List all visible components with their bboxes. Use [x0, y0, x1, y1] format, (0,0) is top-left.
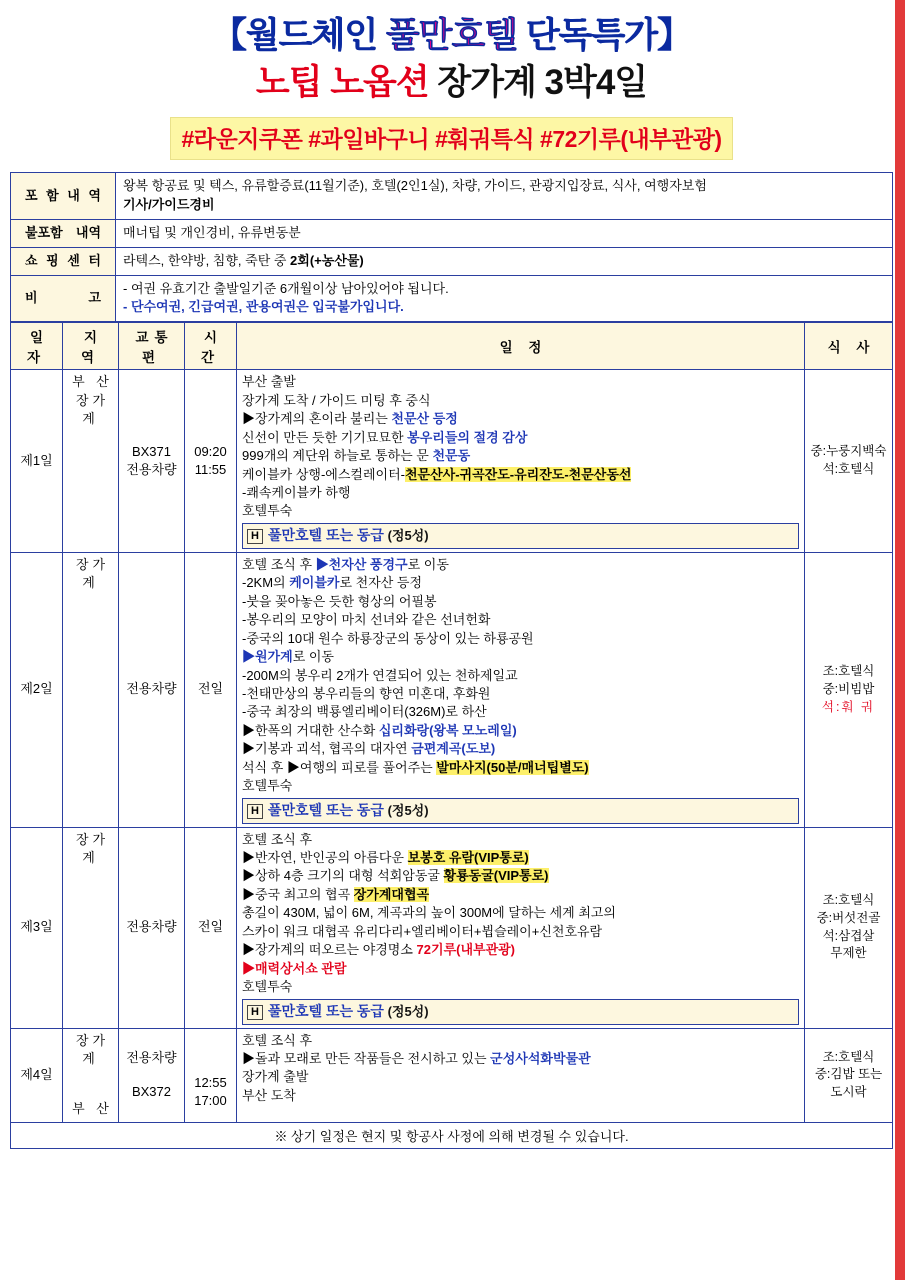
line-highlight: 발마사지(50분/매너팁별도)	[436, 759, 589, 775]
schedule-line	[242, 759, 799, 777]
table-row	[11, 370, 893, 553]
line-prefix: ▶한폭의 거대한 산수화	[242, 722, 379, 738]
title-destination: 장가계 3박4일	[428, 62, 648, 102]
info-value	[116, 275, 893, 322]
schedule-line	[242, 1050, 799, 1068]
hotel-grade: (정5성)	[387, 1003, 429, 1019]
schedule-line: -중국 최장의 백룡엘리베이터(326M)로 하산	[242, 704, 487, 720]
schedule-line: 호텔 조식 후	[242, 831, 313, 847]
info-value: 매너팁 및 개인경비, 유류변동분	[116, 219, 893, 247]
info-label: 불포함 내역	[11, 219, 116, 247]
line-prefix: ▶장가계의 떠오르는 야경명소	[242, 942, 417, 958]
line-highlight: 천문산사-귀곡잔도-유리잔도-천문산동선	[404, 466, 632, 482]
hashtag-banner: #라운지쿠폰 #과일바구니 #훠궈특식 #72기루(내부관광)	[170, 117, 732, 160]
meal-item: 석:호텔식	[822, 462, 875, 477]
page-title-line1	[10, 14, 893, 58]
line-emphasis: 케이블카	[289, 575, 340, 591]
time-cell	[185, 370, 237, 553]
info-bold: - 단수여권, 긴급여권, 관용여권은 입국불가입니다.	[123, 299, 404, 315]
table-row	[11, 275, 893, 322]
page-title-line2	[10, 60, 893, 106]
meal-item: 도시락	[830, 1085, 867, 1100]
title-notip: 노팁 노옵션	[255, 62, 429, 102]
footnote: ※ 상기 일정은 현지 및 항공사 사정에 의해 변경될 수 있습니다.	[10, 1123, 893, 1149]
time-cell	[185, 552, 237, 827]
title-left: 【월드체인	[211, 16, 386, 55]
line-emphasis: 천문동	[432, 448, 471, 464]
area-item: 장가계	[75, 831, 110, 866]
schedule-line: 부산 출발	[242, 374, 296, 390]
hotel-grade: (정5성)	[387, 802, 429, 818]
meal-item: 조:호텔식	[822, 893, 875, 908]
schedule-line	[242, 648, 799, 666]
info-text: 라텍스, 한약방, 침향, 죽탄 중	[123, 252, 291, 268]
transport-item: 전용차량	[126, 681, 177, 697]
area-item: 부 산	[72, 1101, 113, 1117]
transport-item: BX372	[131, 1084, 172, 1100]
line-emphasis: 봉우리들의 절경 감상	[407, 429, 528, 445]
line-emphasis: ▶천자산 풍경구	[315, 556, 408, 572]
transport-cell	[119, 552, 185, 827]
time-cell	[185, 1028, 237, 1122]
day-label: 제3일	[11, 827, 63, 1028]
schedule-line: -쾌속케이블카 하행	[242, 485, 351, 501]
schedule-line: -200M의 봉우리 2개가 연결되어 있는 천하제일교	[242, 667, 518, 683]
schedule-line: 호텔투숙	[242, 778, 293, 794]
day-label: 제2일	[11, 552, 63, 827]
meal-item: 무제한	[830, 946, 867, 961]
info-label: 비 고	[11, 275, 116, 322]
table-row	[11, 552, 893, 827]
line-prefix: 케이블카 상행-에스컬레이터-	[242, 466, 405, 482]
table-row	[11, 219, 893, 247]
schedule-cell	[237, 1028, 805, 1122]
header	[10, 0, 893, 172]
schedule-line	[242, 740, 799, 758]
schedule-line	[242, 410, 799, 428]
area-item: 장가계	[75, 1032, 110, 1066]
schedule-cell	[237, 827, 805, 1028]
line-highlight: 장가계대협곡	[353, 886, 430, 902]
schedule-line	[242, 722, 799, 740]
meal-item: 중:버섯전골	[816, 910, 881, 925]
table-row	[11, 247, 893, 275]
line-prefix: -2KM의	[242, 575, 290, 591]
meal-cell	[805, 552, 893, 827]
schedule-cell	[237, 552, 805, 827]
line-highlight: 보봉호 유람(VIP통로)	[407, 850, 529, 866]
line-emphasis: ▶매력상서쇼 관람	[242, 960, 347, 976]
info-value	[116, 173, 893, 220]
line-prefix: 999개의 계단위 하늘로 통하는 문	[242, 448, 433, 464]
info-text: - 여권 유효기간 출발일기준 6개월이상 남아있어야 됩니다.	[123, 280, 449, 296]
hotel-row	[242, 523, 799, 549]
meal-cell	[805, 1028, 893, 1122]
time-item: 17:00	[194, 1093, 227, 1109]
line-emphasis: 십리화랑(왕복 모노레일)	[378, 722, 517, 738]
area-cell	[63, 552, 119, 827]
line-emphasis: 금편계곡(도보)	[411, 741, 496, 757]
day-label: 제1일	[11, 370, 63, 553]
line-prefix: 호텔 조식 후	[242, 556, 316, 572]
schedule-line	[242, 447, 799, 465]
transport-item: 전용차량	[126, 919, 177, 935]
title-right: 단독특가】	[517, 16, 692, 55]
line-emphasis: 72기루(내부관광)	[416, 942, 516, 958]
hotel-row	[242, 999, 799, 1025]
info-label: 포 함 내 역	[11, 173, 116, 220]
line-tail: 로 이동	[292, 649, 334, 665]
schedule-line	[242, 429, 799, 447]
transport-cell	[119, 827, 185, 1028]
transport-item: 전용차량	[126, 1049, 177, 1065]
line-tail: 로 이동	[407, 556, 449, 572]
time-cell	[185, 827, 237, 1028]
transport-cell	[119, 370, 185, 553]
hotel-name: 풀만호텔 또는 동급	[267, 801, 384, 818]
title-hotel: 풀만호텔	[385, 16, 518, 55]
schedule-line: 부산 도착	[242, 1087, 296, 1103]
info-bold: 기사/가이드경비	[123, 197, 215, 213]
line-prefix: ▶상하 4층 크기의 대형 석회암동굴	[242, 868, 444, 884]
transport-item: 전용차량	[126, 462, 177, 478]
line-prefix: 석식 후 ▶여행의 피로를 풀어주는	[242, 759, 437, 775]
schedule-line: 총길이 430M, 넓이 6M, 계곡과의 높이 300M에 달하는 세계 최고의	[242, 905, 616, 921]
line-highlight: 황룡동굴(VIP통로)	[443, 868, 549, 884]
th-time: 시 간	[185, 323, 237, 370]
line-prefix: ▶반자연, 반인공의 아름다운	[242, 850, 408, 866]
hotel-icon: H	[247, 1005, 263, 1020]
line-prefix: ▶장가계의 혼이라 불리는	[242, 411, 392, 427]
schedule-line: 장가계 출발	[242, 1069, 309, 1085]
schedule-line	[242, 960, 799, 978]
meal-item: 조:호텔식	[822, 664, 875, 679]
meal-item: 석:삼겹살	[822, 928, 875, 943]
schedule-line	[242, 941, 799, 959]
th-area: 지 역	[63, 323, 119, 370]
schedule-line: 장가계 도착 / 가이드 미팅 후 중식	[242, 392, 431, 408]
th-meals: 식 사	[805, 323, 893, 370]
th-day: 일 자	[11, 323, 63, 370]
info-bold: 2회(+농산물)	[290, 252, 364, 268]
line-prefix: 신선이 만든 듯한 기기묘묘한	[242, 429, 408, 445]
schedule-line	[242, 886, 799, 904]
info-label: 쇼 핑 센 터	[11, 247, 116, 275]
area-cell	[63, 827, 119, 1028]
day-label: 제4일	[11, 1028, 63, 1122]
line-emphasis: ▶원가계	[242, 649, 293, 665]
info-text: 왕복 항공료 및 텍스, 유류할증료(11월기준), 호텔(2인1실), 차량, 가이드, 관광지입장료, 식사, 여행자보험	[123, 178, 707, 194]
area-cell	[63, 1028, 119, 1122]
line-prefix: ▶돌과 모래로 만든 작품들은 전시하고 있는	[242, 1050, 491, 1066]
transport-cell	[119, 1028, 185, 1122]
info-value	[116, 247, 893, 275]
schedule-line: 호텔 조식 후	[242, 1032, 313, 1048]
meal-item: 조:호텔식	[822, 1049, 875, 1064]
schedule-line	[242, 466, 799, 484]
area-item: 장가계	[75, 392, 110, 427]
transport-item: BX371	[131, 443, 172, 459]
table-row	[11, 173, 893, 220]
time-item: 12:55	[194, 1074, 227, 1090]
schedule-line	[242, 867, 799, 885]
schedule-line: 호텔투숙	[242, 503, 293, 519]
meal-item: 중:누룽지백숙	[810, 444, 887, 459]
th-schedule: 일 정	[237, 323, 805, 370]
line-prefix: ▶중국 최고의 협곡	[242, 886, 354, 902]
line-prefix: ▶기봉과 괴석, 협곡의 대자연	[242, 741, 412, 757]
meal-item-special: 석:훠 궈	[821, 699, 876, 714]
right-red-rail	[895, 0, 905, 1280]
hotel-icon: H	[247, 529, 263, 544]
hotel-row	[242, 798, 799, 824]
schedule-line: -봉우리의 모양이 마치 선녀와 같은 선녀헌화	[242, 612, 491, 628]
table-row	[11, 1028, 893, 1122]
meal-item: 중:김밥 또는	[814, 1067, 883, 1082]
time-item: 11:55	[194, 462, 227, 478]
schedule-cell	[237, 370, 805, 553]
meal-cell	[805, 827, 893, 1028]
hotel-icon: H	[247, 804, 263, 819]
time-item: 09:20	[194, 443, 227, 459]
schedule-line: 스카이 워크 대협곡 유리다리+엘리베이터+뷥슬레이+신천호유람	[242, 923, 603, 939]
line-tail: 로 천자산 등정	[339, 575, 423, 591]
schedule-line: -천태만상의 봉우리들의 향연 미혼대, 후화원	[242, 685, 491, 701]
schedule-line: 호텔투숙	[242, 979, 293, 995]
schedule-line	[242, 556, 799, 574]
hotel-name: 풀만호텔 또는 동급	[267, 1002, 384, 1019]
time-item: 전일	[197, 919, 224, 935]
itinerary-table	[10, 322, 893, 1123]
hotel-grade: (정5성)	[387, 527, 429, 543]
area-cell	[63, 370, 119, 553]
meal-item: 중:비빔밥	[822, 681, 875, 696]
schedule-line	[242, 849, 799, 867]
meal-cell	[805, 370, 893, 553]
hotel-name: 풀만호텔 또는 동급	[267, 526, 384, 543]
schedule-line: -중국의 10대 원수 하룡장군의 동상이 있는 하룡공원	[242, 630, 534, 646]
info-table	[10, 172, 893, 322]
area-item: 장가계	[75, 556, 110, 591]
line-emphasis: 천문산 등정	[391, 411, 458, 427]
table-header-row	[11, 323, 893, 370]
th-transport: 교통편	[119, 323, 185, 370]
line-emphasis: 군성사석화박물관	[490, 1050, 591, 1066]
time-item: 전일	[197, 681, 224, 697]
schedule-line	[242, 574, 799, 592]
table-row	[11, 827, 893, 1028]
area-item: 부 산	[72, 374, 113, 390]
schedule-line: -붓을 꽂아놓은 듯한 형상의 어필봉	[242, 593, 437, 609]
